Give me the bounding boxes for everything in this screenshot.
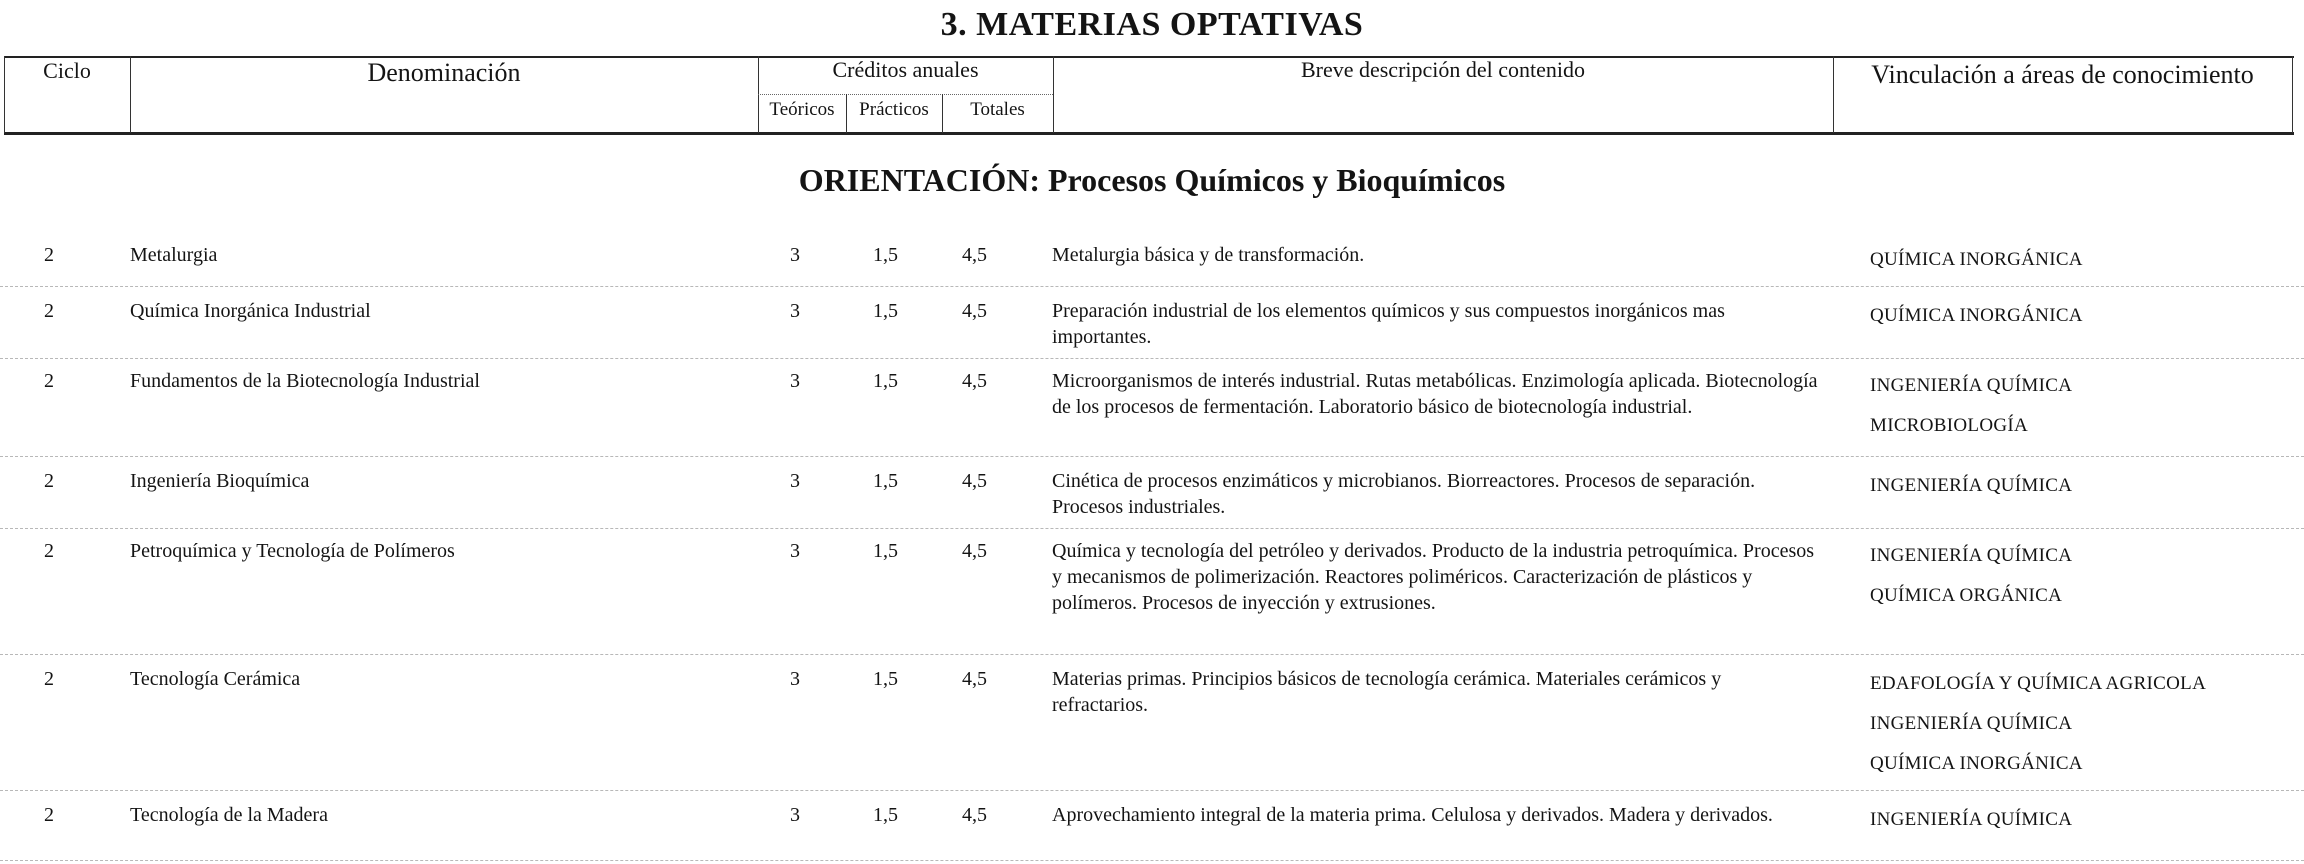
totales-cell: 4,5 <box>962 540 987 562</box>
description-cell: Materias primas. Principios básicos de tecnología cerámica. Materiales cerámicos y refractarios. <box>1052 668 1722 716</box>
document-title: 3. MATERIAS OPTATIVAS <box>940 6 1364 43</box>
practicos-cell: 1,5 <box>873 540 898 562</box>
knowledge-area: QUÍMICA INORGÁNICA <box>1870 305 2083 326</box>
ciclo-cell: 2 <box>44 244 54 266</box>
row-separator <box>0 358 2304 359</box>
denominacion-cell: Tecnología de la Madera <box>130 804 328 826</box>
ciclo-cell: 2 <box>44 804 54 826</box>
teoricos-cell: 3 <box>790 804 800 826</box>
description-cell: Metalurgia básica y de transformación. <box>1052 244 1365 266</box>
knowledge-area: INGENIERÍA QUÍMICA <box>1870 475 2073 496</box>
totales-cell: 4,5 <box>962 668 987 690</box>
denominacion-cell: Fundamentos de la Biotecnología Industrial <box>130 370 480 392</box>
ciclo-cell: 2 <box>44 370 54 392</box>
row-separator <box>0 456 2304 457</box>
header-practicos: Prácticos <box>859 99 929 120</box>
ciclo-cell: 2 <box>44 668 54 690</box>
knowledge-area: MICROBIOLOGÍA <box>1870 415 2029 436</box>
header-teoricos: Teóricos <box>769 99 835 120</box>
knowledge-area: EDAFOLOGÍA Y QUÍMICA AGRICOLA <box>1870 673 2207 694</box>
description-cell: Aprovechamiento integral de la materia prima. Celulosa y derivados. Madera y derivados. <box>1052 804 1773 826</box>
practicos-cell: 1,5 <box>873 668 898 690</box>
row-separator <box>0 286 2304 287</box>
practicos-cell: 1,5 <box>873 300 898 322</box>
totales-cell: 4,5 <box>962 370 987 392</box>
denominacion-cell: Metalurgia <box>130 244 218 266</box>
header-ciclo: Ciclo <box>43 58 91 83</box>
totales-cell: 4,5 <box>962 300 987 322</box>
knowledge-area: QUÍMICA INORGÁNICA <box>1870 249 2083 270</box>
header-descripcion: Breve descripción del contenido <box>1300 57 1586 82</box>
practicos-cell: 1,5 <box>873 804 898 826</box>
ciclo-cell: 2 <box>44 470 54 492</box>
teoricos-cell: 3 <box>790 668 800 690</box>
practicos-cell: 1,5 <box>873 470 898 492</box>
knowledge-area: INGENIERÍA QUÍMICA <box>1870 809 2073 830</box>
practicos-cell: 1,5 <box>873 244 898 266</box>
header-vinculacion: Vinculación a áreas de conocimiento <box>1871 60 2254 89</box>
row-separator <box>0 860 2304 861</box>
practicos-cell: 1,5 <box>873 370 898 392</box>
denominacion-cell: Petroquímica y Tecnología de Polímeros <box>130 540 455 562</box>
orientation-heading: ORIENTACIÓN: Procesos Químicos y Bioquímicos <box>798 162 1506 198</box>
knowledge-area: INGENIERÍA QUÍMICA <box>1870 713 2073 734</box>
totales-cell: 4,5 <box>962 470 987 492</box>
teoricos-cell: 3 <box>790 370 800 392</box>
description-cell: Cinética de procesos enzimáticos y microbianos. Biorreactores. Procesos de separación. Procesos industriales. <box>1052 470 1756 518</box>
teoricos-cell: 3 <box>790 244 800 266</box>
header-totales: Totales <box>970 99 1025 120</box>
description-cell: Química y tecnología del petróleo y derivados. Producto de la industria petroquímica. Procesos y mecanismos de polimerización. Reactores poliméricos. Caracterización de plásticos y polímeros. Procesos de inyección y extrusiones. <box>1052 540 1815 614</box>
teoricos-cell: 3 <box>790 470 800 492</box>
knowledge-area: QUÍMICA INORGÁNICA <box>1870 753 2083 774</box>
description-cell: Preparación industrial de los elementos químicos y sus compuestos inorgánicos mas importantes. <box>1052 300 1725 348</box>
header-denominacion: Denominación <box>367 58 521 87</box>
teoricos-cell: 3 <box>790 540 800 562</box>
ciclo-cell: 2 <box>44 300 54 322</box>
knowledge-area: INGENIERÍA QUÍMICA <box>1870 545 2073 566</box>
denominacion-cell: Ingeniería Bioquímica <box>130 470 310 492</box>
denominacion-cell: Química Inorgánica Industrial <box>130 300 371 322</box>
denominacion-cell: Tecnología Cerámica <box>130 668 301 690</box>
header-creditos: Créditos anuales <box>832 57 979 82</box>
row-separator <box>0 654 2304 655</box>
knowledge-area: QUÍMICA ORGÁNICA <box>1870 585 2063 606</box>
knowledge-area: INGENIERÍA QUÍMICA <box>1870 375 2073 396</box>
teoricos-cell: 3 <box>790 300 800 322</box>
credits-subheader-divider <box>758 94 1053 95</box>
row-separator <box>0 790 2304 791</box>
totales-cell: 4,5 <box>962 804 987 826</box>
totales-cell: 4,5 <box>962 244 987 266</box>
ciclo-cell: 2 <box>44 540 54 562</box>
header-divider <box>2292 56 2293 133</box>
description-cell: Microorganismos de interés industrial. Rutas metabólicas. Enzimología aplicada. Biotecnología de los procesos de fermentación. Laboratorio básico de biotecnología industrial. <box>1052 370 1818 418</box>
row-separator <box>0 528 2304 529</box>
